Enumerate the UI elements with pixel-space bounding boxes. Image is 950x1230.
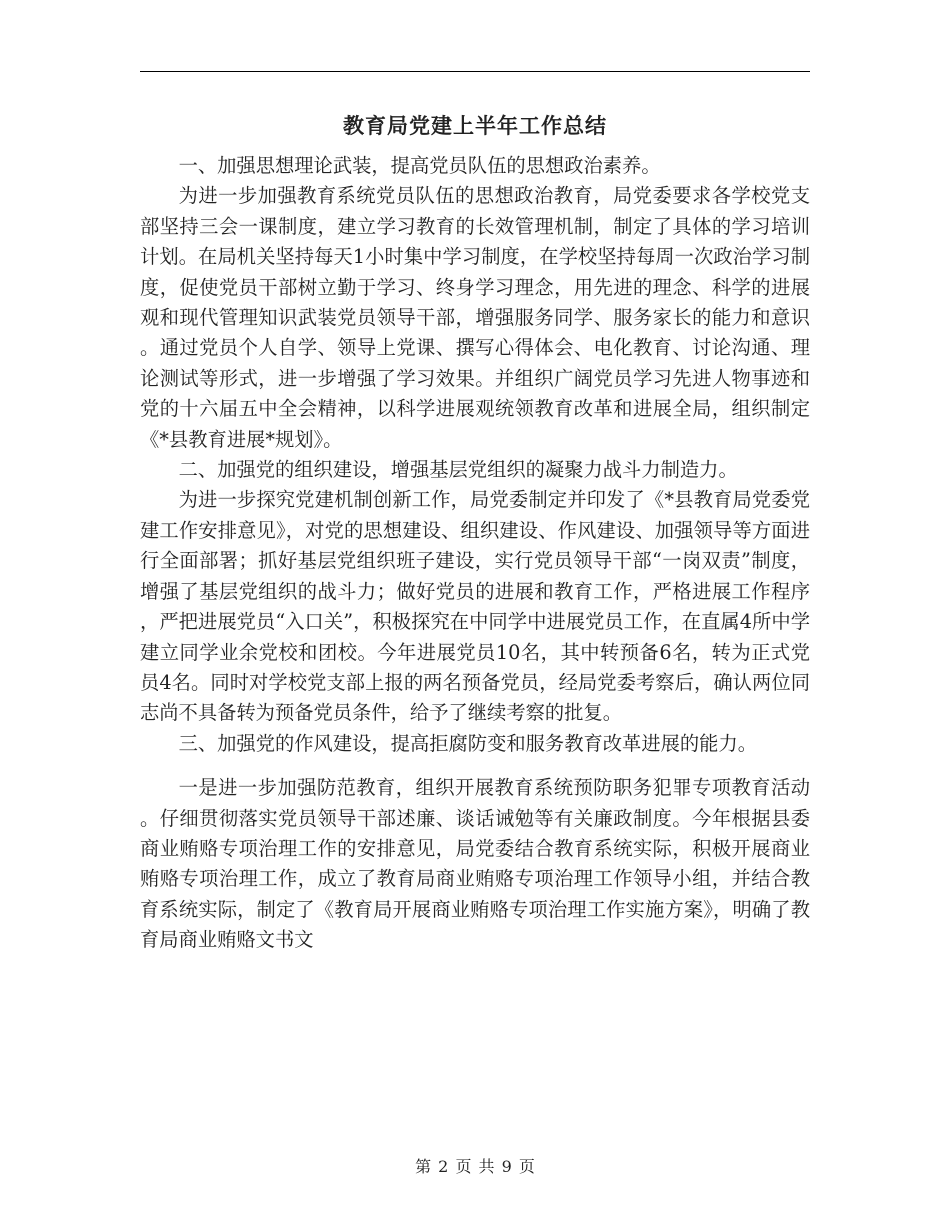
section-heading-1: 一、加强思想理论武装，提高党员队伍的思想政治素养。 (178, 154, 661, 177)
body-paragraph: 为进一步加强教育系统党员队伍的思想政治教育，局党委要求各学校党支部坚持三会一课制度，建立学习教育的长效管理机制，制定了具体的学习培训计划。在局机关坚持每天1小时集中学习制度，在学校坚持每周一次政治学习制度，促使党员干部树立勤于学习、终身学习理念，用先进的理念、科学的进展观和现代管理知识武装党员领导干部，增强服务同学、服务家长的能力和意识。通过党员个人自学、领导上党课、撰写心得体会、电化教育、讨论沟通、理论测试等形式，进一步增强了学习效果。并组织广阔党员学习先进人物事迹和党的十六届五中全会精神，以科学进展观统领教育改革和进展全局，组织制定《*县教育进展*规划》。 (140, 184, 810, 451)
body-paragraph: 为进一步探究党建机制创新工作，局党委制定并印发了《*县教育局党委党建工作安排意见》，对党的思想建设、组织建设、作风建设、加强领导等方面进行全面部署；抓好基层党组织班子建设，实行党员领导干部“一岗双责”制度，增强了基层党组织的战斗力；做好党员的进展和教育工作，严格进展工作程序，严把进展党员“入口关”，积极探究在中同学中进展党员工作，在直属4所中学建立同学业余党校和团校。今年进展党员10名，其中转预备6名，转为正式党员4名。同时对学校党支部上报的两名预备党员，经局党委考察后，确认两位同志尚不具备转为预备党员条件，给予了继续考察的批复。 (140, 488, 810, 725)
document-title: 教育局党建上半年工作总结 (343, 113, 607, 138)
header-rule (140, 71, 810, 72)
page-number-footer: 第 2 页 共 9 页 (415, 1157, 535, 1176)
section-heading-2: 二、加强党的组织建设，增强基层党组织的凝聚力战斗力制造力。 (178, 458, 738, 482)
body-paragraph: 一是进一步加强防范教育，组织开展教育系统预防职务犯罪专项教育活动。仔细贯彻落实党员领导干部述廉、谈话诫勉等有关廉政制度。今年根据县委商业贿赂专项治理工作的安排意见，局党委结合教育系统实际，积极开展商业贿赂专项治理工作，成立了教育局商业贿赂专项治理工作领导小组，并结合教育系统实际，制定了《教育局开展商业贿赂专项治理工作实施方案》，明确了教育局商业贿赂文书文 (140, 776, 810, 952)
section-heading-3: 三、加强党的作风建设，提高拒腐防变和服务教育改革进展的能力。 (178, 731, 758, 755)
document-body (140, 151, 810, 956)
